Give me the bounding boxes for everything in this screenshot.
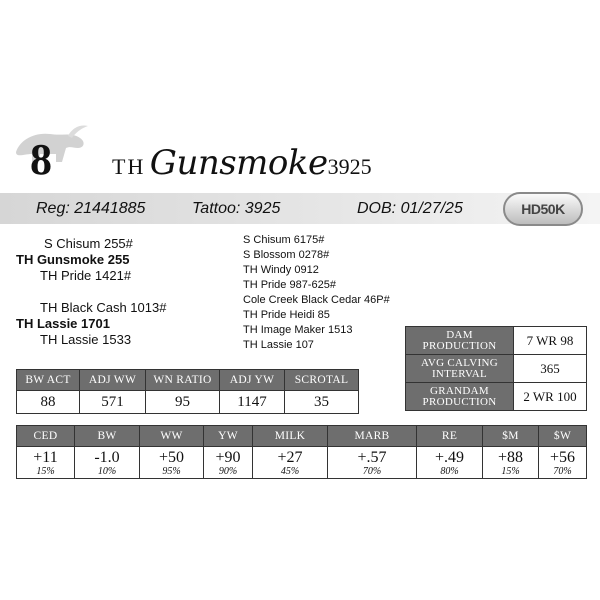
perf-value: 571 (80, 391, 146, 414)
epd-header: MILK (253, 426, 328, 447)
name-number: 3925 (327, 154, 372, 179)
epd-value: -1.0 (94, 449, 120, 466)
epd-header: YW (204, 426, 253, 447)
dam-table-row (406, 355, 587, 383)
perf-value: 35 (285, 391, 359, 414)
dam-production-table (405, 326, 587, 411)
epd-percentile: 70% (362, 466, 382, 477)
pedigree-dam-dam: TH Lassie 1533 (40, 332, 132, 347)
great-grandparent: TH Lassie 107 (243, 339, 314, 351)
dam-table-label-line: GRANDAM (430, 384, 489, 397)
great-grandparent: TH Pride Heidi 85 (243, 309, 330, 321)
epd-cell (483, 447, 539, 479)
perf-header: ADJ WW (80, 370, 146, 391)
pedigree-sire: TH Gunsmoke 255 (16, 252, 130, 267)
epd-percentile: 95% (162, 466, 181, 477)
great-grandparent: TH Windy 0912 (243, 264, 319, 276)
perf-header: BW ACT (17, 370, 80, 391)
perf-header: SCROTAL (285, 370, 359, 391)
perf-header: WN RATIO (146, 370, 220, 391)
epd-value: +11 (33, 449, 58, 466)
performance-table (16, 369, 359, 414)
perf-value: 88 (17, 391, 80, 414)
performance-value-row (17, 391, 359, 414)
epd-table (16, 425, 587, 479)
epd-cell (328, 447, 417, 479)
epd-header: WW (140, 426, 204, 447)
hd50k-badge-label: HD50K (521, 201, 565, 217)
dam-table-label (406, 355, 514, 383)
epd-percentile: 15% (36, 466, 55, 477)
avg-calving-interval-value: 365 (514, 355, 587, 383)
epd-value: +27 (277, 449, 303, 466)
great-grandparent: S Chisum 6175# (243, 234, 325, 246)
great-grandparent: TH Image Maker 1513 (243, 324, 353, 336)
grandam-production-value: 2 WR 100 (514, 383, 587, 411)
dam-table-label-line: PRODUCTION (422, 395, 497, 408)
epd-value: +90 (215, 449, 241, 466)
date-of-birth: DOB: 01/27/25 (357, 200, 463, 217)
hd50k-badge (503, 192, 583, 226)
registration-number: Reg: 21441885 (36, 200, 146, 217)
perf-header: ADJ YW (220, 370, 285, 391)
epd-percentile: 70% (553, 466, 572, 477)
dam-table-row (406, 383, 587, 411)
epd-percentile: 90% (218, 466, 238, 477)
epd-value-row (17, 447, 587, 479)
epd-header: CED (17, 426, 75, 447)
epd-cell (417, 447, 483, 479)
epd-header: $W (539, 426, 587, 447)
dam-production-value: 7 WR 98 (514, 327, 587, 355)
epd-value: +88 (497, 449, 524, 466)
dam-table-label-line: AVG CALVING (421, 356, 498, 369)
epd-percentile: 80% (440, 466, 459, 477)
great-grandparent: S Blossom 0278# (243, 249, 330, 261)
name-prefix: TH (112, 154, 146, 179)
epd-percentile: 15% (501, 466, 520, 477)
epd-cell (204, 447, 253, 479)
epd-cell (75, 447, 140, 479)
dam-table-label (406, 327, 514, 355)
animal-name (112, 143, 372, 187)
dam-table-label (406, 383, 514, 411)
lot-number: 8 (30, 135, 52, 184)
pedigree-dam: TH Lassie 1701 (16, 316, 110, 331)
epd-header: RE (417, 426, 483, 447)
dam-table-label-line: INTERVAL (431, 367, 488, 380)
tattoo: Tattoo: 3925 (192, 200, 281, 217)
great-grandparent: Cole Creek Black Cedar 46P# (243, 294, 390, 306)
great-grandparent: TH Pride 987-625# (243, 279, 336, 291)
pedigree-dam-sire: TH Black Cash 1013# (40, 300, 167, 315)
epd-cell (17, 447, 75, 479)
dam-table-label-line: PRODUCTION (422, 339, 497, 352)
dam-table-row (406, 327, 587, 355)
perf-value: 95 (146, 391, 220, 414)
dam-table-label-line: DAM (446, 328, 473, 341)
epd-header-row (17, 426, 587, 447)
epd-value: +.57 (357, 449, 387, 466)
epd-value: +.49 (434, 449, 465, 466)
pedigree-sire-sire: S Chisum 255# (44, 236, 133, 251)
epd-value: +56 (549, 449, 576, 466)
epd-header: $M (483, 426, 539, 447)
epd-value: +50 (158, 449, 185, 466)
epd-percentile: 10% (97, 466, 117, 477)
name-script: Gunsmoke (149, 143, 328, 183)
pedigree-sire-dam: TH Pride 1421# (40, 268, 132, 283)
epd-cell (539, 447, 587, 479)
epd-cell (140, 447, 204, 479)
epd-header: MARB (328, 426, 417, 447)
epd-percentile: 45% (280, 466, 300, 477)
perf-value: 1147 (220, 391, 285, 414)
epd-header: BW (75, 426, 140, 447)
epd-cell (253, 447, 328, 479)
performance-header-row (17, 370, 359, 391)
